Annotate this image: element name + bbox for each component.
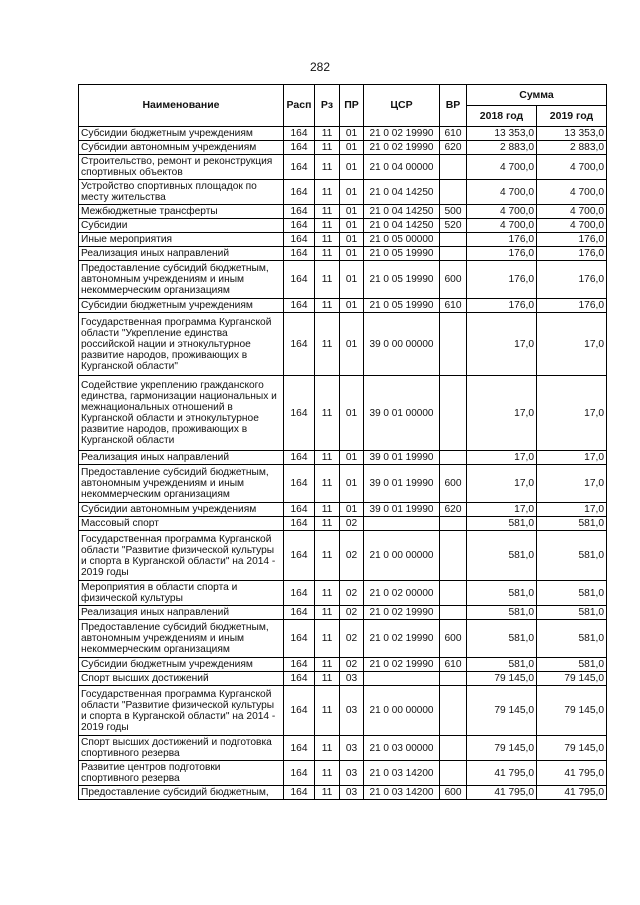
row-pr-cell: 01 <box>340 313 364 376</box>
row-2019-cell: 176,0 <box>537 299 607 313</box>
row-rasp-cell: 164 <box>284 503 315 517</box>
table-row <box>79 465 607 503</box>
row-pr-cell: 01 <box>340 205 364 219</box>
row-csr-cell: 21 0 00 00000 <box>364 686 440 736</box>
table-row <box>79 247 607 261</box>
row-rasp-cell: 164 <box>284 155 315 180</box>
row-2019-cell: 17,0 <box>537 376 607 451</box>
row-2019-cell: 581,0 <box>537 531 607 581</box>
row-csr-cell: 21 0 04 00000 <box>364 155 440 180</box>
row-rasp-cell: 164 <box>284 761 315 786</box>
row-vr-cell <box>440 233 467 247</box>
row-vr-cell: 600 <box>440 261 467 299</box>
header-sum: Сумма <box>467 85 607 106</box>
row-2019-cell: 581,0 <box>537 517 607 531</box>
row-2019-cell: 176,0 <box>537 247 607 261</box>
row-rz-cell: 11 <box>315 672 340 686</box>
row-name-cell: Спорт высших достижений и подготовка спортивного резерва <box>79 736 284 761</box>
row-pr-cell: 03 <box>340 786 364 800</box>
row-2019-cell: 4 700,0 <box>537 219 607 233</box>
row-pr-cell: 01 <box>340 233 364 247</box>
header-rz: Рз <box>315 85 340 127</box>
row-2019-cell: 17,0 <box>537 465 607 503</box>
table-row <box>79 155 607 180</box>
row-2018-cell: 4 700,0 <box>467 219 537 233</box>
row-pr-cell: 03 <box>340 672 364 686</box>
row-name-cell: Субсидии <box>79 219 284 233</box>
row-rz-cell: 11 <box>315 451 340 465</box>
table-row <box>79 233 607 247</box>
row-vr-cell: 500 <box>440 205 467 219</box>
row-csr-cell: 21 0 02 19990 <box>364 620 440 658</box>
row-pr-cell: 01 <box>340 155 364 180</box>
row-pr-cell: 01 <box>340 451 364 465</box>
row-csr-cell: 39 0 00 00000 <box>364 313 440 376</box>
row-vr-cell <box>440 531 467 581</box>
row-rz-cell: 11 <box>315 261 340 299</box>
row-2019-cell: 17,0 <box>537 451 607 465</box>
row-rz-cell: 11 <box>315 155 340 180</box>
row-csr-cell: 21 0 04 14250 <box>364 205 440 219</box>
row-2018-cell: 17,0 <box>467 503 537 517</box>
row-2018-cell: 581,0 <box>467 658 537 672</box>
row-pr-cell: 02 <box>340 517 364 531</box>
table-row <box>79 531 607 581</box>
header-2019: 2019 год <box>537 106 607 127</box>
row-2019-cell: 79 145,0 <box>537 672 607 686</box>
row-pr-cell: 01 <box>340 247 364 261</box>
row-rasp-cell: 164 <box>284 451 315 465</box>
row-rasp-cell: 164 <box>284 205 315 219</box>
row-name-cell: Реализация иных направлений <box>79 247 284 261</box>
row-csr-cell: 21 0 03 14200 <box>364 761 440 786</box>
row-vr-cell <box>440 761 467 786</box>
table-row <box>79 376 607 451</box>
row-name-cell: Субсидии автономным учреждениям <box>79 141 284 155</box>
row-pr-cell: 03 <box>340 761 364 786</box>
row-pr-cell: 01 <box>340 141 364 155</box>
row-2018-cell: 17,0 <box>467 451 537 465</box>
row-2019-cell: 41 795,0 <box>537 786 607 800</box>
row-rasp-cell: 164 <box>284 376 315 451</box>
row-pr-cell: 03 <box>340 686 364 736</box>
row-2019-cell: 2 883,0 <box>537 141 607 155</box>
page-number: 282 <box>309 60 331 74</box>
row-rz-cell: 11 <box>315 686 340 736</box>
row-name-cell: Предоставление субсидий бюджетным, автономным учреждениям и иным некоммерческим организациям <box>79 261 284 299</box>
row-rasp-cell: 164 <box>284 517 315 531</box>
row-rasp-cell: 164 <box>284 233 315 247</box>
row-rz-cell: 11 <box>315 247 340 261</box>
row-csr-cell: 21 0 05 19990 <box>364 247 440 261</box>
row-rasp-cell: 164 <box>284 219 315 233</box>
row-rz-cell: 11 <box>315 141 340 155</box>
header-2018: 2018 год <box>467 106 537 127</box>
row-name-cell: Спорт высших достижений <box>79 672 284 686</box>
row-name-cell: Мероприятия в области спорта и физической культуры <box>79 581 284 606</box>
table-row <box>79 658 607 672</box>
row-vr-cell <box>440 155 467 180</box>
row-rasp-cell: 164 <box>284 581 315 606</box>
row-2019-cell: 13 353,0 <box>537 127 607 141</box>
row-csr-cell: 21 0 03 14200 <box>364 786 440 800</box>
row-rasp-cell: 164 <box>284 672 315 686</box>
row-name-cell: Предоставление субсидий бюджетным, автономным учреждениям и иным некоммерческим организациям <box>79 620 284 658</box>
row-2018-cell: 581,0 <box>467 620 537 658</box>
table-row <box>79 606 607 620</box>
row-vr-cell <box>440 517 467 531</box>
row-name-cell: Государственная программа Курганской области "Развитие физической культуры и спорта в Курганской области" на 2014 - 2019 годы <box>79 531 284 581</box>
row-rasp-cell: 164 <box>284 465 315 503</box>
row-name-cell: Субсидии автономным учреждениям <box>79 503 284 517</box>
row-pr-cell: 02 <box>340 620 364 658</box>
row-rz-cell: 11 <box>315 127 340 141</box>
row-csr-cell: 21 0 02 19990 <box>364 141 440 155</box>
row-2018-cell: 41 795,0 <box>467 786 537 800</box>
row-csr-cell: 21 0 05 00000 <box>364 233 440 247</box>
row-rz-cell: 11 <box>315 299 340 313</box>
row-2018-cell: 4 700,0 <box>467 180 537 205</box>
row-vr-cell: 600 <box>440 620 467 658</box>
row-2019-cell: 176,0 <box>537 261 607 299</box>
row-rz-cell: 11 <box>315 581 340 606</box>
row-2019-cell: 4 700,0 <box>537 205 607 219</box>
table-row <box>79 141 607 155</box>
row-pr-cell: 01 <box>340 180 364 205</box>
row-2018-cell: 17,0 <box>467 376 537 451</box>
row-2018-cell: 176,0 <box>467 233 537 247</box>
row-name-cell: Межбюджетные трансферты <box>79 205 284 219</box>
row-rasp-cell: 164 <box>284 180 315 205</box>
row-rz-cell: 11 <box>315 313 340 376</box>
row-csr-cell: 39 0 01 19990 <box>364 503 440 517</box>
row-vr-cell <box>440 736 467 761</box>
row-rasp-cell: 164 <box>284 299 315 313</box>
row-2018-cell: 581,0 <box>467 581 537 606</box>
row-rasp-cell: 164 <box>284 620 315 658</box>
row-2019-cell: 581,0 <box>537 606 607 620</box>
table-row <box>79 205 607 219</box>
row-2019-cell: 581,0 <box>537 581 607 606</box>
row-rz-cell: 11 <box>315 233 340 247</box>
row-rasp-cell: 164 <box>284 141 315 155</box>
row-rz-cell: 11 <box>315 736 340 761</box>
table-row <box>79 219 607 233</box>
row-pr-cell: 03 <box>340 736 364 761</box>
row-pr-cell: 01 <box>340 219 364 233</box>
row-2018-cell: 17,0 <box>467 465 537 503</box>
row-pr-cell: 02 <box>340 531 364 581</box>
row-rz-cell: 11 <box>315 786 340 800</box>
row-2019-cell: 17,0 <box>537 313 607 376</box>
row-2018-cell: 41 795,0 <box>467 761 537 786</box>
row-vr-cell <box>440 686 467 736</box>
row-vr-cell <box>440 672 467 686</box>
row-2018-cell: 4 700,0 <box>467 205 537 219</box>
table-row <box>79 451 607 465</box>
row-name-cell: Реализация иных направлений <box>79 606 284 620</box>
row-pr-cell: 01 <box>340 376 364 451</box>
header-name: Наименование <box>79 85 284 127</box>
row-pr-cell: 02 <box>340 606 364 620</box>
row-rz-cell: 11 <box>315 376 340 451</box>
row-2019-cell: 41 795,0 <box>537 761 607 786</box>
row-csr-cell <box>364 517 440 531</box>
row-pr-cell: 01 <box>340 465 364 503</box>
row-rz-cell: 11 <box>315 205 340 219</box>
table-row <box>79 736 607 761</box>
row-name-cell: Субсидии бюджетным учреждениям <box>79 127 284 141</box>
header-pr: ПР <box>340 85 364 127</box>
row-csr-cell: 21 0 04 14250 <box>364 180 440 205</box>
table-header <box>79 85 607 127</box>
row-2018-cell: 4 700,0 <box>467 155 537 180</box>
row-name-cell: Государственная программа Курганской области "Развитие физической культуры и спорта в Курганской области" на 2014 - 2019 годы <box>79 686 284 736</box>
row-rz-cell: 11 <box>315 465 340 503</box>
row-name-cell: Массовый спорт <box>79 517 284 531</box>
row-2018-cell: 13 353,0 <box>467 127 537 141</box>
row-vr-cell <box>440 581 467 606</box>
table-row <box>79 620 607 658</box>
row-csr-cell <box>364 672 440 686</box>
row-vr-cell <box>440 313 467 376</box>
row-name-cell: Государственная программа Курганской области "Укрепление единства российской нации и этнокультурное развитие народов, проживающих в Курганской области" <box>79 313 284 376</box>
table-row <box>79 581 607 606</box>
row-csr-cell: 21 0 02 19990 <box>364 658 440 672</box>
table-row <box>79 761 607 786</box>
row-rasp-cell: 164 <box>284 261 315 299</box>
row-vr-cell: 620 <box>440 503 467 517</box>
table-row <box>79 180 607 205</box>
row-2019-cell: 581,0 <box>537 658 607 672</box>
row-name-cell: Содействие укреплению гражданского единства, гармонизации национальных и межнациональных отношений в Курганской области и этнокультурное развитие народов, проживающих в Курганской области <box>79 376 284 451</box>
row-2018-cell: 17,0 <box>467 313 537 376</box>
table-row <box>79 503 607 517</box>
table-row <box>79 786 607 800</box>
row-rz-cell: 11 <box>315 761 340 786</box>
row-pr-cell: 02 <box>340 658 364 672</box>
row-csr-cell: 39 0 01 00000 <box>364 376 440 451</box>
row-rz-cell: 11 <box>315 620 340 658</box>
row-name-cell: Строительство, ремонт и реконструкция спортивных объектов <box>79 155 284 180</box>
row-rz-cell: 11 <box>315 219 340 233</box>
row-rz-cell: 11 <box>315 606 340 620</box>
row-pr-cell: 02 <box>340 581 364 606</box>
row-2018-cell: 176,0 <box>467 299 537 313</box>
row-2019-cell: 4 700,0 <box>537 155 607 180</box>
row-rz-cell: 11 <box>315 658 340 672</box>
row-name-cell: Устройство спортивных площадок по месту жительства <box>79 180 284 205</box>
row-2018-cell: 79 145,0 <box>467 736 537 761</box>
row-name-cell: Предоставление субсидий бюджетным, автономным учреждениям и иным некоммерческим организациям <box>79 465 284 503</box>
row-vr-cell <box>440 247 467 261</box>
row-vr-cell <box>440 451 467 465</box>
row-csr-cell: 21 0 02 19990 <box>364 127 440 141</box>
header-rasp: Расп <box>284 85 315 127</box>
row-rasp-cell: 164 <box>284 686 315 736</box>
row-2018-cell: 79 145,0 <box>467 672 537 686</box>
row-vr-cell: 600 <box>440 786 467 800</box>
table-body <box>79 127 607 800</box>
row-name-cell: Предоставление субсидий бюджетным, <box>79 786 284 800</box>
row-pr-cell: 01 <box>340 261 364 299</box>
row-csr-cell: 21 0 00 00000 <box>364 531 440 581</box>
row-pr-cell: 01 <box>340 127 364 141</box>
row-name-cell: Субсидии бюджетным учреждениям <box>79 299 284 313</box>
table-row <box>79 299 607 313</box>
row-vr-cell: 620 <box>440 141 467 155</box>
row-name-cell: Иные мероприятия <box>79 233 284 247</box>
row-rz-cell: 11 <box>315 503 340 517</box>
row-vr-cell <box>440 180 467 205</box>
row-vr-cell <box>440 606 467 620</box>
row-vr-cell: 610 <box>440 127 467 141</box>
row-2019-cell: 581,0 <box>537 620 607 658</box>
row-2019-cell: 4 700,0 <box>537 180 607 205</box>
row-rasp-cell: 164 <box>284 658 315 672</box>
row-csr-cell: 21 0 04 14250 <box>364 219 440 233</box>
row-rasp-cell: 164 <box>284 736 315 761</box>
row-vr-cell: 520 <box>440 219 467 233</box>
row-2019-cell: 176,0 <box>537 233 607 247</box>
row-pr-cell: 01 <box>340 299 364 313</box>
row-2018-cell: 2 883,0 <box>467 141 537 155</box>
header-csr: ЦСР <box>364 85 440 127</box>
row-rz-cell: 11 <box>315 180 340 205</box>
row-csr-cell: 39 0 01 19990 <box>364 465 440 503</box>
row-rasp-cell: 164 <box>284 247 315 261</box>
row-pr-cell: 01 <box>340 503 364 517</box>
row-2018-cell: 581,0 <box>467 517 537 531</box>
row-name-cell: Реализация иных направлений <box>79 451 284 465</box>
row-csr-cell: 21 0 05 19990 <box>364 261 440 299</box>
row-rasp-cell: 164 <box>284 313 315 376</box>
row-rasp-cell: 164 <box>284 786 315 800</box>
row-csr-cell: 21 0 02 19990 <box>364 606 440 620</box>
row-rasp-cell: 164 <box>284 606 315 620</box>
row-2019-cell: 79 145,0 <box>537 736 607 761</box>
table-row <box>79 261 607 299</box>
table-row <box>79 686 607 736</box>
row-name-cell: Развитие центров подготовки спортивного резерва <box>79 761 284 786</box>
row-rasp-cell: 164 <box>284 127 315 141</box>
row-csr-cell: 21 0 05 19990 <box>364 299 440 313</box>
row-csr-cell: 39 0 01 19990 <box>364 451 440 465</box>
row-csr-cell: 21 0 02 00000 <box>364 581 440 606</box>
table-row <box>79 517 607 531</box>
table-row <box>79 672 607 686</box>
row-vr-cell: 610 <box>440 658 467 672</box>
budget-table <box>78 84 607 800</box>
row-vr-cell: 600 <box>440 465 467 503</box>
row-vr-cell: 610 <box>440 299 467 313</box>
row-2018-cell: 176,0 <box>467 261 537 299</box>
row-2019-cell: 17,0 <box>537 503 607 517</box>
table-row <box>79 313 607 376</box>
row-vr-cell <box>440 376 467 451</box>
table-row <box>79 127 607 141</box>
row-name-cell: Субсидии бюджетным учреждениям <box>79 658 284 672</box>
row-2018-cell: 581,0 <box>467 531 537 581</box>
row-2018-cell: 581,0 <box>467 606 537 620</box>
row-rasp-cell: 164 <box>284 531 315 581</box>
row-rz-cell: 11 <box>315 531 340 581</box>
row-rz-cell: 11 <box>315 517 340 531</box>
row-csr-cell: 21 0 03 00000 <box>364 736 440 761</box>
row-2019-cell: 79 145,0 <box>537 686 607 736</box>
row-2018-cell: 176,0 <box>467 247 537 261</box>
header-vr: ВР <box>440 85 467 127</box>
row-2018-cell: 79 145,0 <box>467 686 537 736</box>
